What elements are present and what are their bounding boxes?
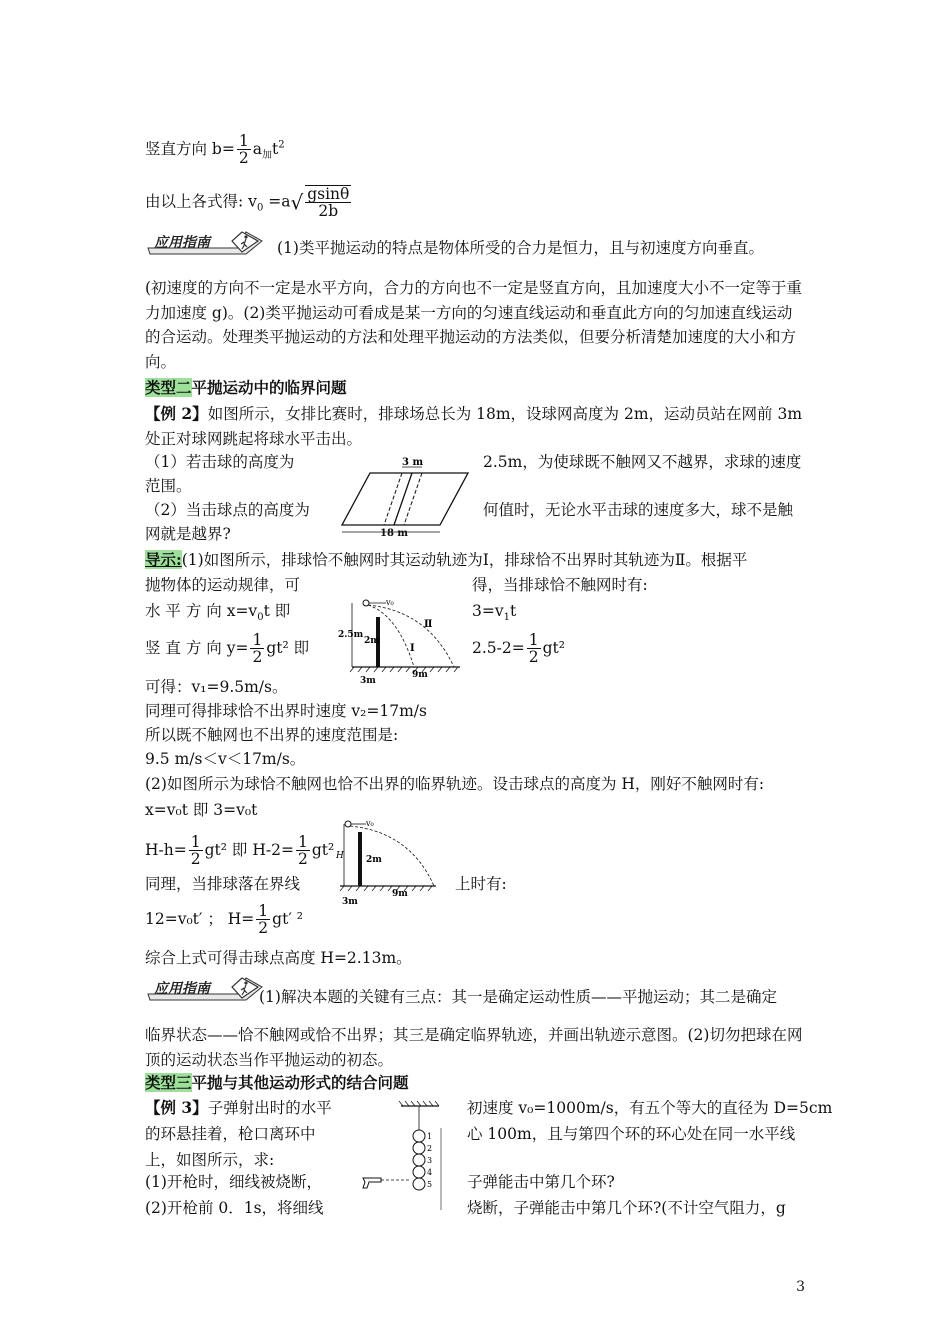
guide-right: 得，当排球恰不触网时有: [472, 576, 648, 594]
vertical-eq-left: 竖 直 方 向 y= $\frac{1}{2}$ gt² 即 [145, 631, 310, 667]
fig-label: 9m [412, 670, 428, 680]
vertical-eq-right: 2.5-2= $\frac{1}{2}$ gt² [472, 631, 565, 667]
fig-label: v₀ [386, 598, 394, 607]
horizontal-eq-right: $3=v_1t$ [472, 602, 517, 624]
fig-label: 9m [392, 889, 408, 899]
sqrt-fraction: $\frac{gsin\theta}{2b}$ [307, 185, 350, 221]
ring-label: 3 [427, 1156, 433, 1165]
guide-badge [146, 226, 264, 256]
type2-heading [145, 378, 347, 398]
eq-text: =a [263, 192, 291, 211]
guide-line [145, 550, 747, 570]
guide-boundary-left: 同理，当排球落在界线 [145, 875, 301, 893]
fig-label: H [336, 851, 344, 861]
tip2-body: 临界状态——恰不触网或恰不出界；其三是确定临界轨迹，并画出轨迹示意图。(2)切勿把球在网顶的运动状态当作平抛运动的初态。 [145, 1026, 803, 1069]
ex3-right-1: 初速度 v₀=1000m/s，有五个等大的直径为 D=5cm [467, 1099, 833, 1117]
eq-text: v [248, 192, 257, 211]
q1-left: （1）若击球的高度为 [145, 453, 295, 471]
example-text: 如图所示，女排比赛时，排球场总长为 18m，设球网高度为 2m，运动员站在网前 3m 处正对球网跳起将球水平击出。 [145, 405, 803, 448]
fig-label: 3m [360, 676, 376, 686]
ex3-left-2: 的环悬挂着，枪口离环中 [145, 1125, 316, 1143]
ex3-left-5: (2)开枪前 0．1s，将细线 [145, 1199, 324, 1217]
q2-left: （2）当击球点的高度为 [145, 501, 310, 519]
ex3-right-2: 心 100m，且与第四个环的环心处在同一水平线 [467, 1125, 796, 1143]
guide-result-2: 同理可得排球恰不出界时速度 v₂=17m/s [145, 702, 427, 720]
badge-text: 应用指南 [154, 981, 210, 997]
guide-badge-2 [146, 972, 264, 1002]
type-tag: 类型三 [145, 1073, 192, 1092]
trajectory-figure-2 [330, 816, 442, 908]
guide-eq-x: x=v₀t 即 3=v₀t [145, 801, 258, 819]
fig-label: 3 m [402, 457, 424, 468]
guide-text: (1)如图所示，排球恰不触网时其运动轨迹为Ⅰ，排球恰不出界时其轨迹为Ⅱ。根据平 [181, 551, 748, 569]
ex3-left-4: (1)开枪时，细线被烧断， [145, 1173, 322, 1191]
fig-label: 18 m [380, 528, 408, 537]
trajectory-figure-1 [338, 597, 464, 687]
court-figure [340, 455, 472, 537]
tip1-body: (初速度的方向不一定是水平方向，合力的方向也不一定是竖直方向，且加速度大小不一定等于重力加速度 g)。(2)类平抛运动可看成是某一方向的匀速直线运动和垂直此方向的匀加速直线运动的合运动。处理类平抛运动的方法和处理平抛运动的方法类似，但要分析清楚加速度的大小和方向。 [145, 279, 803, 371]
eq-text: 由以上各式得: [145, 192, 244, 211]
ring-label: 1 [427, 1132, 433, 1141]
ring-label: 2 [427, 1144, 433, 1153]
guide-tag: 导示: [145, 550, 182, 569]
ex3-left-1: 【例 3】子弹射出时的水平 [145, 1098, 332, 1117]
badge-text: 应用指南 [154, 235, 210, 251]
guide-result-1: 可得：v₁=9.5m/s。 [145, 678, 288, 696]
guide-left: 抛物体的运动规律，可 [145, 576, 301, 594]
fig-label: 2m [364, 636, 380, 646]
ex3-right-5: 烧断，子弹能击中第几个环?(不计空气阻力，g [467, 1199, 786, 1217]
ex3-right-4: 子弹能击中第几个环? [467, 1173, 615, 1191]
fig-label: v₀ [366, 819, 374, 828]
fig-label: 3m [342, 897, 358, 907]
eq-sup: 2 [278, 139, 285, 151]
fig-label: 2.5m [338, 630, 364, 640]
q2-right: 何值时，无论水平击球的速度多大，球不是触 [483, 501, 794, 519]
guide-part2: (2)如图所示为球恰不触网也恰不出界的临界轨迹。设击球点的高度为 H，刚好不触网时有: [145, 775, 765, 793]
guide-eq-boundary: 12=v₀t′ ； H= $\frac{1}{2}$ gt′ ² [145, 902, 303, 938]
vertical-eq [145, 133, 285, 167]
q1-cont: 范围。 [145, 477, 192, 495]
fraction: $\frac{1}{2}$ [238, 132, 249, 168]
page-number: 3 [796, 1279, 805, 1295]
rings-figure [355, 1098, 455, 1216]
q2-cont: 网就是越界? [145, 525, 231, 543]
ring-label: 4 [427, 1168, 433, 1177]
type-title: 平抛与其他运动形式的结合问题 [191, 1073, 409, 1092]
guide-boundary-right: 上时有: [455, 875, 507, 893]
type3-heading [145, 1073, 409, 1093]
ex3-left-3: 上，如图所示，求: [145, 1151, 275, 1169]
eq-sub: 0 [256, 202, 264, 214]
ring-label: 5 [427, 1180, 433, 1189]
example2 [145, 402, 807, 451]
type-title: 平抛运动中的临界问题 [191, 378, 347, 397]
fig-label: Ⅱ [424, 619, 433, 630]
horizontal-eq: 水 平 方 向 $x=v_0t$ 即 [145, 602, 291, 624]
guide-result-4: 9.5 m/s＜v＜17m/s。 [145, 750, 306, 768]
fig-label: 2m [366, 855, 382, 865]
eq-text: t [271, 139, 279, 158]
guide-conclusion: 综合上式可得击球点高度 H=2.13m。 [145, 949, 412, 967]
tip1-head: (1)类平抛运动的特点是物体所受的合力是恒力，且与初速度方向垂直。 [277, 239, 764, 257]
eq-text: a [252, 139, 262, 158]
q1-right: 2.5m，为使球既不触网又不越界，求球的速度 [483, 453, 802, 471]
guide-result-3: 所以既不触网也不出界的速度范围是: [145, 726, 399, 744]
guide-eq-h: H-h= $\frac{1}{2}$ gt² 即 H-2= $\frac{1}{2}$ gt² [145, 833, 335, 869]
result-eq: 由以上各式得: $v_0 =a√$ $\frac{gsin\theta}{2b}$ [145, 185, 350, 221]
example-tag: 【例 2】 [145, 404, 208, 423]
tip2-head: (1)解决本题的关键有三点：其一是确定运动性质——平抛运动；其二是确定 [259, 988, 777, 1006]
type-tag: 类型二 [145, 378, 192, 397]
eq-sub: 加 [261, 149, 272, 161]
fig-label: Ⅰ [410, 643, 415, 654]
eq-text: 竖直方向 b= [145, 139, 235, 158]
